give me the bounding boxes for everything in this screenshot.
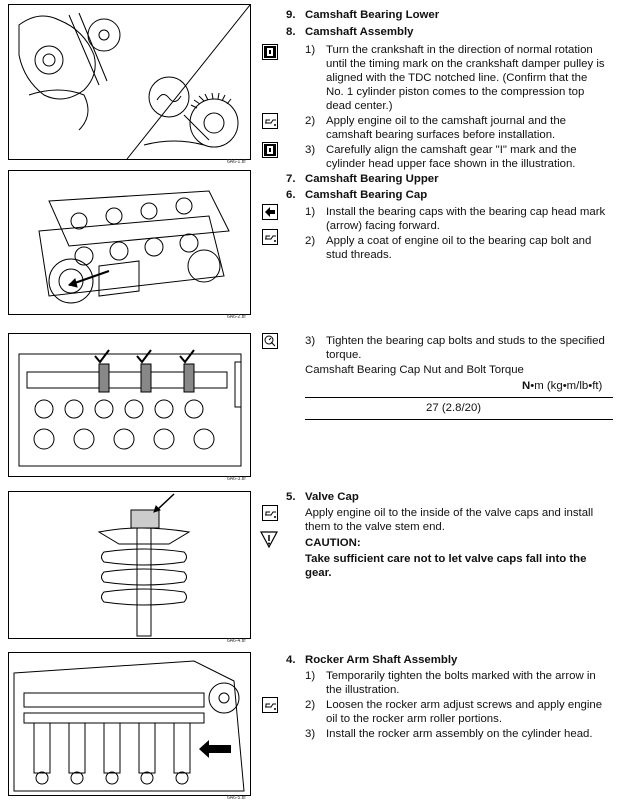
substep-number: 2) xyxy=(305,235,316,247)
special-tool-icon xyxy=(262,44,278,60)
heading-camshaft-bearing-cap: Camshaft Bearing Cap xyxy=(305,189,428,201)
figure-id: 6A6-5.tif xyxy=(227,795,246,801)
text-line: the illustration. xyxy=(326,684,400,696)
text-line: Temporarily tighten the bolts marked with the arrow in xyxy=(326,670,596,682)
text-line: aligned with the TDC notched line. (Confirm that the xyxy=(326,72,588,84)
text-line: Tighten the bearing cap bolts and studs to the specified xyxy=(326,335,605,347)
torque-wrench-icon xyxy=(262,333,278,349)
substep-number: 3) xyxy=(305,335,316,347)
oil-can-icon xyxy=(262,505,278,521)
figure-id: 6A6-3.tif xyxy=(227,476,246,482)
torque-spec-title: Camshaft Bearing Cap Nut and Bolt Torque xyxy=(305,364,524,376)
text-line: Loosen the rocker arm adjust screws and apply engine xyxy=(326,699,603,711)
heading-rocker-arm-shaft-assembly: Rocker Arm Shaft Assembly xyxy=(305,654,458,666)
text-line: them to the valve stem end. xyxy=(305,521,445,533)
text-line: camshaft bearing surfaces before installation. xyxy=(326,129,556,141)
text-line: torque. xyxy=(326,349,362,361)
figure-valve-cap xyxy=(8,491,251,639)
substep-number: 1) xyxy=(305,44,316,56)
caution-icon xyxy=(260,530,278,548)
text-line: Carefully align the camshaft gear "I" mark and the xyxy=(326,144,577,156)
step-number: 6. xyxy=(286,189,296,201)
figure-id: 6A6-2.tif xyxy=(227,314,246,320)
torque-value: 27 (2.8/20) xyxy=(426,402,482,414)
heading-camshaft-bearing-upper: Camshaft Bearing Upper xyxy=(305,173,439,185)
text-line: No. 1 cylinder piston comes to the compression top xyxy=(326,86,585,98)
step-number: 5. xyxy=(286,491,296,503)
figure-bearing-caps xyxy=(8,170,251,315)
step-number: 4. xyxy=(286,654,296,666)
substep-number: 1) xyxy=(305,206,316,218)
text-line: Install the bearing caps with the bearing cap head mark xyxy=(326,206,606,218)
text-line: Apply a coat of engine oil to the bearing cap bolt and xyxy=(326,235,592,247)
text-line: Apply engine oil to the inside of the valve caps and install xyxy=(305,507,594,519)
figure-id: 6A6-4.tif xyxy=(227,638,246,644)
special-tool-icon xyxy=(262,142,278,158)
oil-can-icon xyxy=(262,113,278,129)
oil-can-icon xyxy=(262,697,278,713)
caution-text: gear. xyxy=(305,567,332,579)
text-line: stud threads. xyxy=(326,249,392,261)
figure-timing-pulley xyxy=(8,4,251,160)
figure-rocker-shaft xyxy=(8,652,251,796)
torque-unit: N•m (kg•m/lb•ft) xyxy=(522,380,603,392)
text-line: dead center.) xyxy=(326,100,393,112)
heading-valve-cap: Valve Cap xyxy=(305,491,359,503)
caution-label: CAUTION: xyxy=(305,537,361,549)
text-line: Install the rocker arm assembly on the cylinder head. xyxy=(326,728,593,740)
heading-camshaft-assembly: Camshaft Assembly xyxy=(305,26,414,38)
substep-number: 3) xyxy=(305,144,316,156)
substep-number: 3) xyxy=(305,728,316,740)
step-number: 9. xyxy=(286,9,296,21)
oil-can-icon xyxy=(262,229,278,245)
text-line: oil to the rocker arm roller portions. xyxy=(326,713,502,725)
arrow-left-icon xyxy=(262,204,278,220)
figure-id: 6A6-1.tif xyxy=(227,159,246,165)
text-line: Apply engine oil to the camshaft journal and the xyxy=(326,115,566,127)
heading-camshaft-bearing-lower: Camshaft Bearing Lower xyxy=(305,9,440,21)
text-line: (arrow) facing forward. xyxy=(326,220,440,232)
table-rule-bottom xyxy=(305,419,613,420)
substep-number: 2) xyxy=(305,115,316,127)
text-line: cylinder head upper face shown in the illustration. xyxy=(326,158,576,170)
text-line: until the timing mark on the crankshaft damper pulley is xyxy=(326,58,605,70)
substep-number: 2) xyxy=(305,699,316,711)
substep-number: 1) xyxy=(305,670,316,682)
text-line: Turn the crankshaft in the direction of normal rotation xyxy=(326,44,593,56)
step-number: 8. xyxy=(286,26,296,38)
table-rule-top xyxy=(305,397,613,398)
figure-torque-head xyxy=(8,333,251,477)
step-number: 7. xyxy=(286,173,296,185)
caution-text: Take sufficient care not to let valve caps fall into the xyxy=(305,553,587,565)
